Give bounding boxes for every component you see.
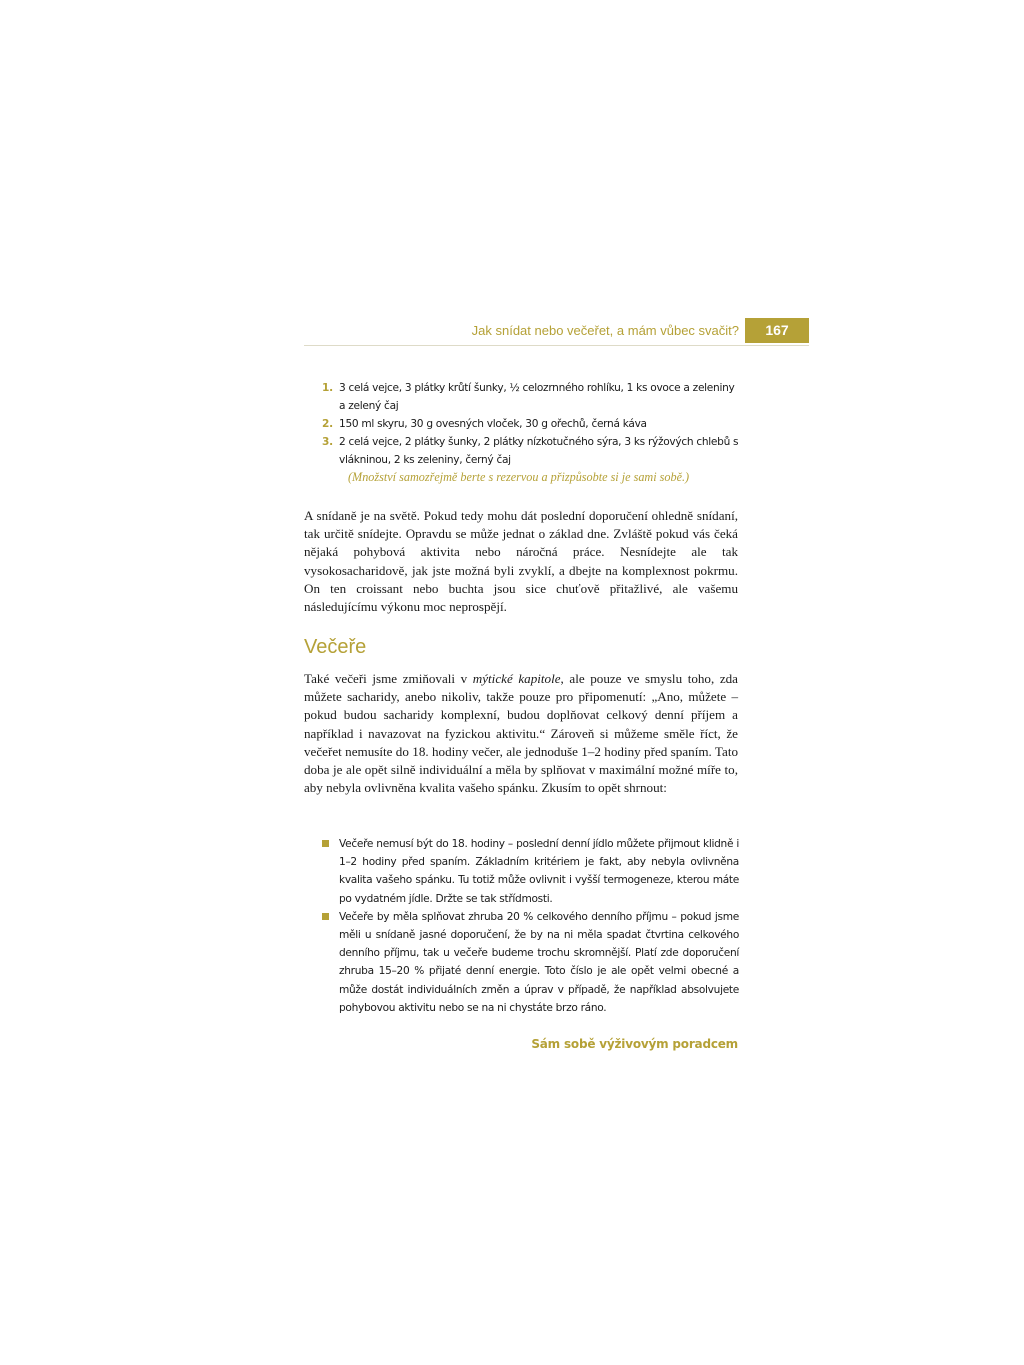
menu-note: (Množství samozřejmě berte s rezervou a přizpůsobte si je sami sobě.) (348, 470, 690, 484)
page-number: 167 (745, 318, 809, 343)
list-item (322, 908, 739, 1017)
paragraph-text: , ale pouze ve smyslu toho, zda můžete sacharidy, anebo nikoliv, takže pouze pro připomenutí: „Ano, můžete – pokud budou sacharidy komplexní, budou doplňovat celkový denní příjem a například i navazovat na fyzickou aktivitu.“ Zároveň si můžeme směle říct, že večeřet nemusíte do 18. hodiny večer, ale jednoduše 1–2 hodiny před spaním. Tato doba je ale opět silně individuální a měla by splňovat v maximální možné míře to, aby nebyla ovlivněna kvalita vašeho spánku. Zkusím to opět shrnout: (304, 671, 738, 796)
dinner-paragraph (304, 670, 738, 797)
list-item (318, 415, 740, 433)
list-item (322, 835, 739, 908)
list-item (318, 433, 740, 469)
breakfast-options-list (318, 379, 740, 469)
paragraph-text: Také večeři jsme zmiňovali v (304, 671, 473, 686)
list-item-number: 3. (322, 436, 333, 448)
header-rule (304, 345, 809, 346)
list-item-number: 1. (322, 382, 333, 394)
list-item-text: 3 celá vejce, 3 plátky krůtí šunky, ½ celozrnného rohlíku, 1 ks ovoce a zeleniny a zelený čaj (339, 382, 735, 412)
list-item-text: 150 ml skyru, 30 g ovesných vloček, 30 g ořechů, černá káva (339, 418, 647, 430)
running-footer: Sám sobě výživovým poradcem (531, 1037, 738, 1051)
list-item-number: 2. (322, 418, 333, 430)
square-bullet-icon (322, 840, 329, 847)
square-bullet-icon (322, 913, 329, 920)
breakfast-paragraph: A snídaně je na světě. Pokud tedy mohu dát poslední doporučení ohledně snídaní, tak určitě snídejte. Opravdu se může jednat o základ dne. Zvláště pokud vás čeká nějaká pohybová aktivita nebo náročná práce. Nesnídejte ale tak vysokosacharidově, jak jste možná byli zvyklí, a dbejte na komplexnost pokrmu. On ten croissant nebo buchta jsou sice chuťově přitažlivé, ale vašemu následujícímu výkonu moc neprospějí. (304, 508, 738, 615)
list-item-text: Večeře nemusí být do 18. hodiny – poslední denní jídlo můžete přijmout klidně i 1–2 hodiny před spaním. Základním kritériem je fakt, aby nebyla ovlivněna kvalita vašeho spánku. Tu totiž může ovlivnit i vyšší termogeneze, kterou máte po vydatném jídle. Držte se tak střídmosti. (339, 838, 739, 905)
list-item (318, 379, 740, 415)
section-heading: Večeře (304, 636, 367, 658)
emphasized-text: mýtické kapitole (472, 671, 561, 686)
running-header (304, 318, 809, 346)
list-item-text: Večeře by měla splňovat zhruba 20 % celkového denního příjmu – pokud jsme měli u snídaně jasné doporučení, že by na ni měla spadat čtvrtina celkového denního příjmu, tak u večeře budeme trochu skromnější. Platí zde doporučení zhruba 15–20 % přijaté denní energie. Toto číslo je ale opět velmi obecné a může dostát individuálních změn a úprav v případě, že například absolvujete pohybovou aktivitu nebo se na ni chystáte brzo ráno. (339, 910, 739, 1014)
running-chapter-title: Jak snídat nebo večeřet, a mám vůbec svačit? (471, 323, 739, 338)
list-item-text: 2 celá vejce, 2 plátky šunky, 2 plátky nízkotučného sýra, 3 ks rýžových chlebů s vlákninou, 2 ks zeleniny, černý čaj (339, 436, 739, 466)
dinner-summary-list (322, 835, 739, 1017)
